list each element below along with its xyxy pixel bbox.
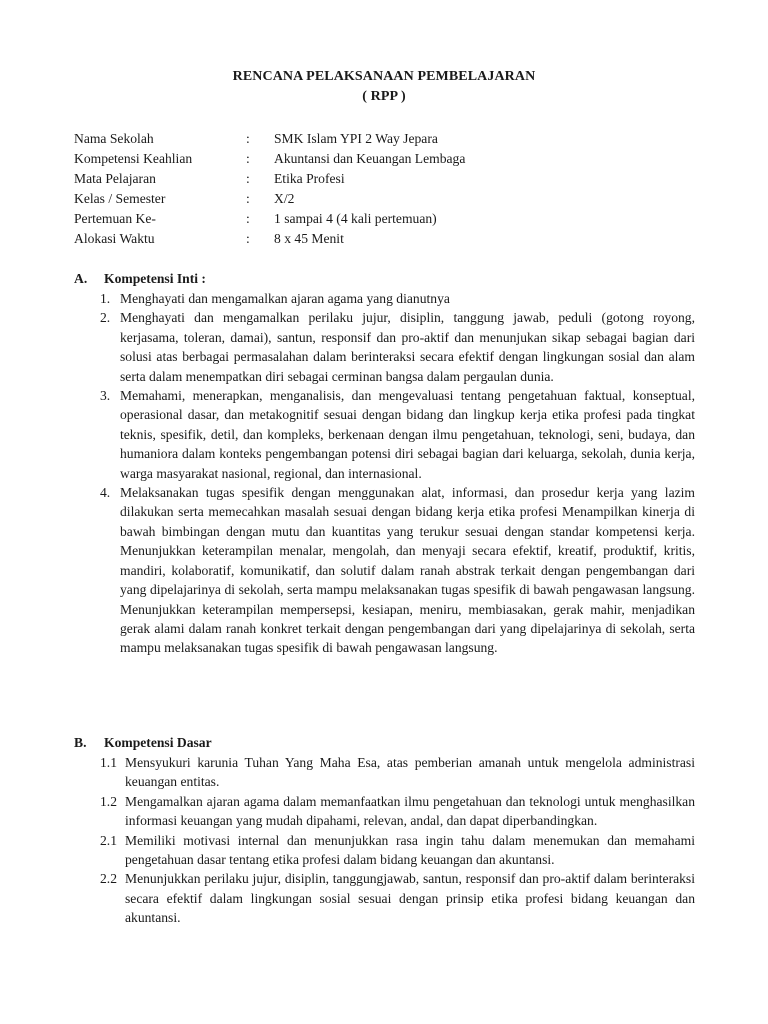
section-letter: B. [74, 735, 87, 750]
document-subtitle: ( RPP ) [362, 89, 406, 104]
info-value: 8 x 45 Menit [274, 231, 344, 246]
section-letter: A. [74, 271, 88, 286]
info-separator: : [246, 151, 250, 166]
item-text: Menghayati dan mengamalkan ajaran agama yang dianutnya [120, 291, 450, 306]
info-label: Kompetensi Keahlian [74, 151, 193, 166]
item-number: 3. [100, 388, 111, 404]
info-separator: : [246, 171, 250, 186]
item-number: 1.1 [100, 755, 117, 770]
item-text: Memahami, menerapkan, menganalisis, dan mengevaluasi tentang pengetahuan faktual, konseptual, operasional dasar, dan metakognitif sesuai dengan bidang dan lingkup kerja etika profesi pada tingkat teknis, spesifik, detil, dan kompleks, berkenaan dengan ilmu pengetahuan, teknologi, seni, budaya, dan humaniora dalam konteks pengembangan potensi diri sebagai bagian dari keluarga, sekolah, dunia kerja, warga masyarakat nasional, regional, dan internasional. [120, 388, 695, 481]
info-separator: : [246, 131, 250, 146]
item-number: 2.2 [100, 871, 117, 887]
section-b-heading [74, 733, 212, 753]
info-label: Nama Sekolah [74, 131, 154, 146]
info-label: Kelas / Semester [74, 191, 166, 206]
list-item [100, 386, 695, 483]
list-item [100, 831, 695, 870]
item-text: Melaksanakan tugas spesifik dengan menggunakan alat, informasi, dan prosedur kerja yang lazim dilakukan serta memecahkan masalah sesuai dengan bidang kerja etika profesi Menampilkan kinerja di bawah bimbingan dengan mutu dan kuantitas yang terukur sesuai dengan standar kompetensi kerja. Menunjukkan keterampilan menalar, mengolah, dan menyaji secara efektif, kreatif, produktif, kritis, mandiri, kolaboratif, komunikatif, dan solutif dalam ranah abstrak terkait dengan pengembangan dari yang dipelajarinya di sekolah, serta mampu melaksanakan tugas spesifik di bawah pengawasan langsung. Menunjukkan keterampilan mempersepsi, kesiapan, meniru, membiasakan, gerak mahir, menjadikan gerak alami dalam ranah konkret terkait dengan pengembangan dari yang dipelajarinya di sekolah, serta mampu melaksanakan tugas spesifik di bawah pengawasan langsung. [120, 485, 695, 656]
section-title: Kompetensi Dasar [104, 735, 212, 750]
info-label: Pertemuan Ke- [74, 211, 156, 226]
info-separator: : [246, 231, 250, 246]
item-text: Mensyukuri karunia Tuhan Yang Maha Esa, atas pemberian amanah untuk mengelola administrasi keuangan entitas. [125, 755, 695, 790]
item-number: 2. [100, 310, 111, 326]
list-item [100, 753, 695, 792]
item-number: 4. [100, 485, 111, 501]
list-item [100, 289, 695, 308]
info-value: SMK Islam YPI 2 Way Jepara [274, 131, 438, 146]
list-item [100, 869, 695, 927]
item-number: 2.1 [100, 832, 117, 848]
list-item [100, 483, 695, 658]
info-value: 1 sampai 4 (4 kali pertemuan) [274, 211, 437, 226]
info-separator: : [246, 211, 250, 226]
document-title: RENCANA PELAKSANAAN PEMBELAJARAN [232, 69, 536, 84]
info-value: X/2 [274, 191, 295, 206]
info-separator: : [246, 191, 250, 206]
info-value: Akuntansi dan Keuangan Lembaga [274, 151, 466, 166]
list-item [100, 792, 695, 831]
item-text: Menunjukkan perilaku jujur, disiplin, tanggungjawab, santun, responsif dan pro-aktif dalam berinteraksi secara efektif dalam lingkungan sosial sesuai dengan prinsip etika profesi bidang keuangan dan akuntansi. [125, 871, 695, 926]
section-a-heading [74, 269, 206, 289]
basic-competency-list [100, 753, 695, 928]
item-text: Menghayati dan mengamalkan perilaku jujur, disiplin, tanggung jawab, peduli (gotong royong, kerjasama, toleran, damai), santun, responsif dan pro-aktif dan menunjukan sikap sebagai bagian dari solusi atas berbagai permasalahan dalam berinteraksi secara efektif dengan lingkungan sosial dan alam serta dalam menempatkan diri sebagai cerminan bangsa dalam pergaulan dunia. [120, 310, 695, 384]
info-value: Etika Profesi [274, 171, 345, 186]
info-label: Mata Pelajaran [74, 171, 156, 186]
item-text: Memiliki motivasi internal dan menunjukkan rasa ingin tahu dalam menemukan dan memahami pengetahuan dasar tentang etika profesi dalam bidang keuangan dan akuntansi. [125, 832, 695, 868]
section-title: Kompetensi Inti : [104, 271, 206, 286]
item-text: Mengamalkan ajaran agama dalam memanfaatkan ilmu pengetahuan dan teknologi untuk menghasilkan informasi keuangan yang mudah dipahami, relevan, andal, dan dapat diperbandingkan. [125, 793, 695, 829]
item-number: 1.2 [100, 793, 117, 809]
item-number: 1. [100, 291, 111, 306]
list-item [100, 308, 695, 386]
core-competency-list [100, 289, 695, 658]
info-label: Alokasi Waktu [74, 231, 155, 246]
